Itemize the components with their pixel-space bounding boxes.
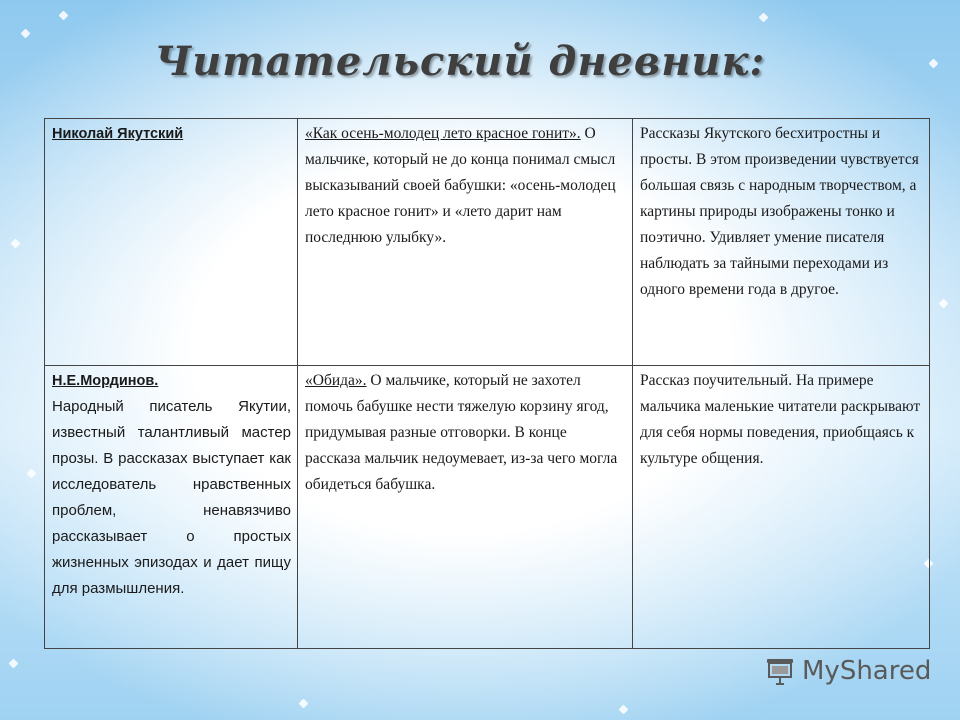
work-title: «Как осень-молодец лето красное гонит». (305, 125, 581, 142)
reading-diary-table (44, 118, 930, 649)
sparkle-decoration (9, 659, 19, 669)
watermark-brand: MyShared (802, 656, 932, 686)
sparkle-decoration (299, 699, 309, 709)
author-name: Н.Е.Мординов. (52, 373, 159, 389)
opinion-cell: Рассказы Якутского бесхитростны и просты. В этом произведении чувствуется большая связь с народным творчеством, а картины природы изображены тонко и поэтично. Удивляет умение писателя наблюдать за тайными переходами из одного времени года в другое. (633, 119, 930, 366)
author-description: Народный писатель Якутии, известный талантливый мастер прозы. В рассказах выступает как исследователь нравственных проблем, ненавязчиво рассказывает о простых жизненных эпизодах и дает пищу для размышления. (52, 398, 291, 597)
author-name: Николай Якутский (52, 126, 184, 142)
sparkle-decoration (929, 59, 939, 69)
author-cell (45, 366, 298, 649)
work-cell (298, 119, 633, 366)
author-cell (45, 119, 298, 366)
sparkle-decoration (939, 299, 949, 309)
work-title: «Обида». (305, 372, 367, 389)
sparkle-decoration (21, 29, 31, 39)
sparkle-decoration (759, 13, 769, 23)
sparkle-decoration (619, 705, 629, 715)
watermark-logo (764, 654, 931, 688)
opinion-cell: Рассказ поучительный. На примере мальчика маленькие читатели раскрывают для себя нормы поведения, приобщаясь к культуре общения. (633, 366, 930, 649)
page-title: Читательский дневник: (154, 38, 766, 85)
work-cell (298, 366, 633, 649)
projector-screen-icon (764, 656, 796, 686)
sparkle-decoration (11, 239, 21, 249)
sparkle-decoration (59, 11, 69, 21)
table-row (45, 119, 930, 366)
sparkle-decoration (27, 469, 37, 479)
table-row (45, 366, 930, 649)
work-summary: О мальчике, который не захотел помочь бабушке нести тяжелую корзину ягод, придумывая разные отговорки. В конце рассказа мальчик недоумевает, из-за чего могла обидеться бабушка. (305, 372, 618, 493)
work-summary: О мальчике, который не до конца понимал смысл высказываний своей бабушки: «осень-молодец лето красное гонит» и «лето дарит нам последнюю улыбку». (305, 125, 616, 246)
